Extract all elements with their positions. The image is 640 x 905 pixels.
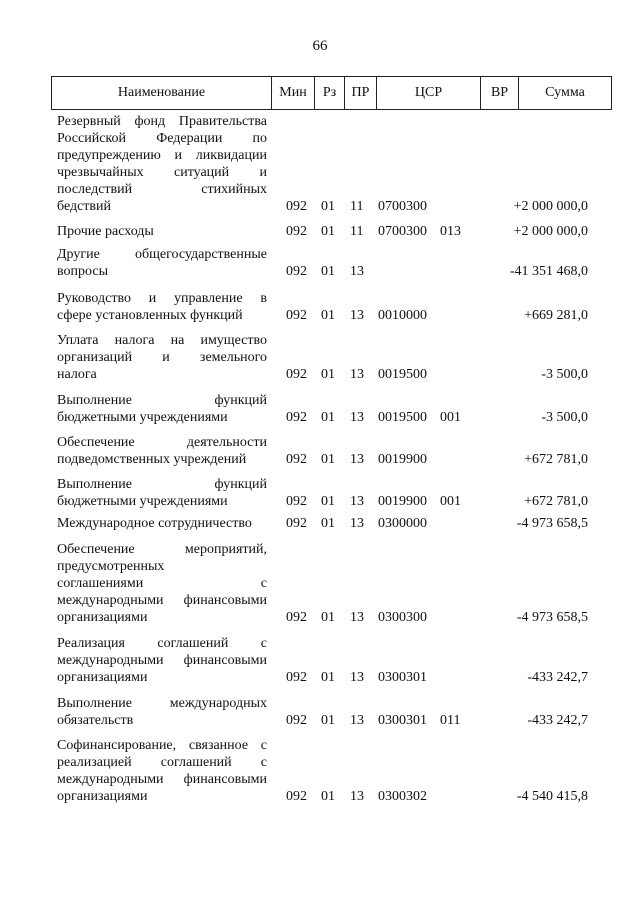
row-csr: 0300000 — [378, 516, 427, 531]
row-name-line: Обеспечение мероприятий, — [57, 542, 267, 557]
row-name-line: предусмотренных — [57, 559, 165, 574]
row-rz: 01 — [321, 516, 335, 531]
row-min: 092 — [286, 610, 307, 625]
row-rz: 01 — [321, 264, 335, 279]
header-pr: ПР — [345, 77, 377, 109]
row-sum: -433 242,7 — [527, 713, 588, 728]
row-rz: 01 — [321, 713, 335, 728]
row-rz: 01 — [321, 670, 335, 685]
row-name-line: Реализация соглашений с — [57, 636, 267, 651]
row-name-line: организациями — [57, 670, 148, 685]
row-csr: 0010000 — [378, 308, 427, 323]
row-sum: +672 781,0 — [524, 452, 588, 467]
header-min: Мин — [272, 77, 315, 109]
row-name-line: Международное сотрудничество — [57, 516, 252, 531]
row-rz: 01 — [321, 610, 335, 625]
row-name-line: реализацией соглашений с — [57, 755, 267, 770]
row-pr: 13 — [350, 308, 364, 323]
row-min: 092 — [286, 264, 307, 279]
row-min: 092 — [286, 199, 307, 214]
row-csr: 0300301 — [378, 713, 427, 728]
row-min: 092 — [286, 410, 307, 425]
row-pr: 11 — [350, 199, 364, 214]
row-name — [57, 737, 267, 805]
row-name-line: Прочие расходы — [57, 224, 154, 239]
row-min: 092 — [286, 789, 307, 804]
row-name-line: организаций и земельного — [57, 350, 267, 365]
row-name-line: Выполнение функций — [57, 477, 267, 492]
row-name — [57, 392, 267, 426]
row-vr: 013 — [440, 224, 461, 239]
row-csr: 0300302 — [378, 789, 427, 804]
row-name — [57, 476, 267, 510]
row-csr: 0700300 — [378, 224, 427, 239]
header-name: Наименование — [52, 77, 272, 109]
row-name — [57, 113, 267, 215]
row-name-line: обязательств — [57, 713, 134, 728]
table-header — [51, 76, 612, 110]
header-rz: Рз — [315, 77, 345, 109]
row-name-line: Обеспечение деятельности — [57, 435, 267, 450]
row-rz: 01 — [321, 452, 335, 467]
row-pr: 13 — [350, 516, 364, 531]
row-csr: 0300301 — [378, 670, 427, 685]
row-min: 092 — [286, 516, 307, 531]
row-min: 092 — [286, 224, 307, 239]
row-pr: 13 — [350, 713, 364, 728]
row-name-line: последствий стихийных — [57, 182, 267, 197]
row-min: 092 — [286, 452, 307, 467]
row-csr: 0019500 — [378, 367, 427, 382]
row-pr: 13 — [350, 367, 364, 382]
row-csr: 0019900 — [378, 494, 427, 509]
row-name-line: вопросы — [57, 264, 108, 279]
row-csr: 0700300 — [378, 199, 427, 214]
row-sum: -433 242,7 — [527, 670, 588, 685]
row-name-line: Другие общегосударственные — [57, 247, 267, 262]
row-csr: 0019900 — [378, 452, 427, 467]
row-csr: 0019500 — [378, 410, 427, 425]
row-name-line: сфере установленных функций — [57, 308, 243, 323]
row-name — [57, 290, 267, 324]
row-name-line: предупреждению и ликвидации — [57, 148, 267, 163]
row-name-line: организациями — [57, 789, 148, 804]
page-number: 66 — [312, 38, 328, 54]
row-name-line: Уплата налога на имущество — [57, 333, 267, 348]
row-name — [57, 223, 267, 240]
row-name — [57, 695, 267, 729]
row-sum: +2 000 000,0 — [513, 224, 588, 239]
row-name-line: бедствий — [57, 199, 112, 214]
row-name-line: Софинансирование, связанное с — [57, 738, 267, 753]
row-pr: 13 — [350, 452, 364, 467]
row-pr: 13 — [350, 410, 364, 425]
row-rz: 01 — [321, 308, 335, 323]
row-name-line: Резервный фонд Правительства — [57, 114, 267, 129]
row-sum: +672 781,0 — [524, 494, 588, 509]
row-pr: 13 — [350, 264, 364, 279]
row-name-line: бюджетными учреждениями — [57, 494, 228, 509]
row-name-line: Российской Федерации по — [57, 131, 267, 146]
row-name-line: международными финансовыми — [57, 653, 267, 668]
row-name-line: Выполнение международных — [57, 696, 267, 711]
row-name-line: налога — [57, 367, 97, 382]
row-sum: -4 973 658,5 — [516, 516, 588, 531]
row-rz: 01 — [321, 789, 335, 804]
row-pr: 13 — [350, 670, 364, 685]
row-min: 092 — [286, 367, 307, 382]
row-sum: +2 000 000,0 — [513, 199, 588, 214]
row-pr: 11 — [350, 224, 364, 239]
row-name-line: Выполнение функций — [57, 393, 267, 408]
row-name — [57, 635, 267, 686]
row-csr: 0300300 — [378, 610, 427, 625]
row-name-line: организациями — [57, 610, 148, 625]
row-name-line: соглашениями с — [57, 576, 267, 591]
row-sum: -3 500,0 — [541, 410, 588, 425]
row-sum: -4 973 658,5 — [516, 610, 588, 625]
row-pr: 13 — [350, 789, 364, 804]
row-name — [57, 541, 267, 626]
header-sum: Сумма — [545, 85, 585, 100]
row-min: 092 — [286, 713, 307, 728]
row-vr: 001 — [440, 494, 461, 509]
row-pr: 13 — [350, 494, 364, 509]
row-min: 092 — [286, 670, 307, 685]
row-sum: +669 281,0 — [524, 308, 588, 323]
row-name-line: подведомственных учреждений — [57, 452, 247, 467]
row-name-line: Руководство и управление в — [57, 291, 267, 306]
header-csr: ЦСР — [377, 77, 481, 109]
row-name — [57, 332, 267, 383]
row-name-line: международными финансовыми — [57, 593, 267, 608]
row-min: 092 — [286, 494, 307, 509]
row-name-line: международными финансовыми — [57, 772, 267, 787]
row-rz: 01 — [321, 199, 335, 214]
row-sum: -3 500,0 — [541, 367, 588, 382]
row-name-line: бюджетными учреждениями — [57, 410, 228, 425]
row-min: 092 — [286, 308, 307, 323]
row-name-line: чрезвычайных ситуаций и — [57, 165, 267, 180]
row-rz: 01 — [321, 224, 335, 239]
row-rz: 01 — [321, 410, 335, 425]
row-rz: 01 — [321, 494, 335, 509]
row-name — [57, 515, 267, 532]
row-name — [57, 246, 267, 280]
row-vr: 001 — [440, 410, 461, 425]
header-vr: ВР — [481, 77, 519, 109]
row-pr: 13 — [350, 610, 364, 625]
row-vr: 011 — [440, 713, 461, 728]
row-sum: -41 351 468,0 — [509, 264, 588, 279]
row-rz: 01 — [321, 367, 335, 382]
row-name — [57, 434, 267, 468]
row-sum: -4 540 415,8 — [516, 789, 588, 804]
